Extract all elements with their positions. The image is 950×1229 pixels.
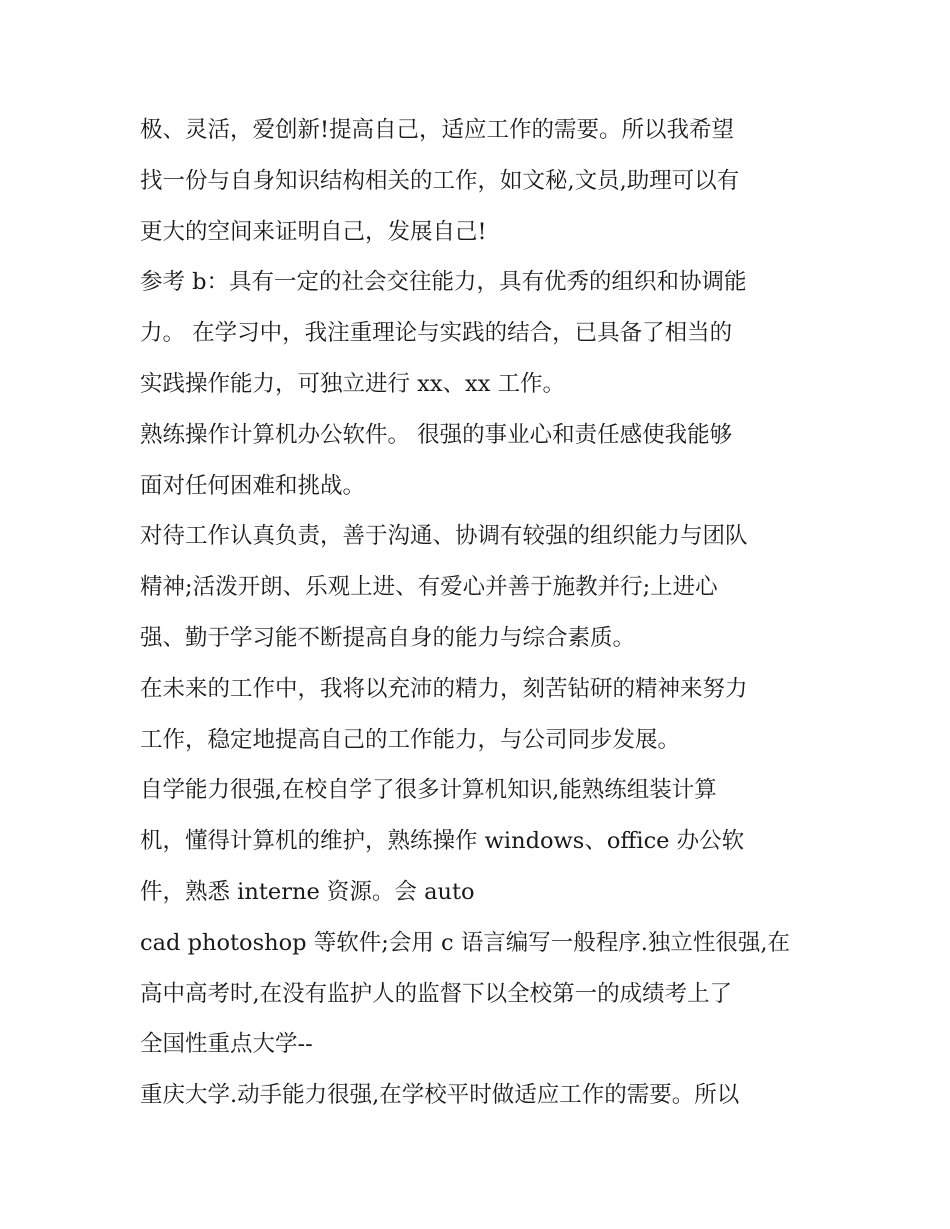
text-line: 重庆大学.动手能力很强,在学校平时做适应工作的需要。所以 xyxy=(140,1082,740,1109)
text-line: 参考 b：具有一定的社会交往能力，具有优秀的组织和协调能 xyxy=(140,269,747,296)
text-line: cad photoshop 等软件;会用 c 语言编写一般程序.独立性很强,在 xyxy=(140,929,791,956)
text-line: 自学能力很强,在校自学了很多计算机知识,能熟练组装计算 xyxy=(140,777,717,804)
text-line: 对待工作认真负责，善于沟通、协调有较强的组织能力与团队 xyxy=(140,523,748,550)
text-line: 熟练操作计算机办公软件。 很强的事业心和责任感使我能够 xyxy=(140,421,733,448)
text-line: 力。 在学习中，我注重理论与实践的结合，已具备了相当的 xyxy=(140,320,733,347)
text-line: 精神;活泼开朗、乐观上进、有爱心并善于施教并行;上进心 xyxy=(140,574,718,601)
text-line: 全国性重点大学-- xyxy=(140,1031,313,1058)
text-line: 高中高考时,在没有监护人的监督下以全校第一的成绩考上了 xyxy=(140,980,733,1007)
text-line: 实践操作能力，可独立进行 xx、xx 工作。 xyxy=(140,370,566,397)
text-line: 机，懂得计算机的维护，熟练操作 windows、office 办公软 xyxy=(140,828,745,855)
text-line: 极、灵活，爱创新!提高自己，适应工作的需要。所以我希望 xyxy=(140,117,735,143)
text-line: 找一份与自身知识结构相关的工作，如文秘,文员,助理可以有 xyxy=(140,167,740,194)
text-line: 更大的空间来证明自己，发展自己! xyxy=(140,218,487,245)
text-line: 件，熟悉 interne 资源。会 auto xyxy=(140,878,475,905)
text-line: 面对任何困难和挑战。 xyxy=(140,472,366,499)
text-line: 在未来的工作中，我将以充沛的精力，刻苦钻研的精神来努力 xyxy=(140,675,748,702)
text-line: 工作，稳定地提高自己的工作能力，与公司同步发展。 xyxy=(140,726,681,753)
document-body xyxy=(140,105,830,1121)
text-line: 强、勤于学习能不断提高自身的能力与综合素质。 xyxy=(140,624,636,651)
